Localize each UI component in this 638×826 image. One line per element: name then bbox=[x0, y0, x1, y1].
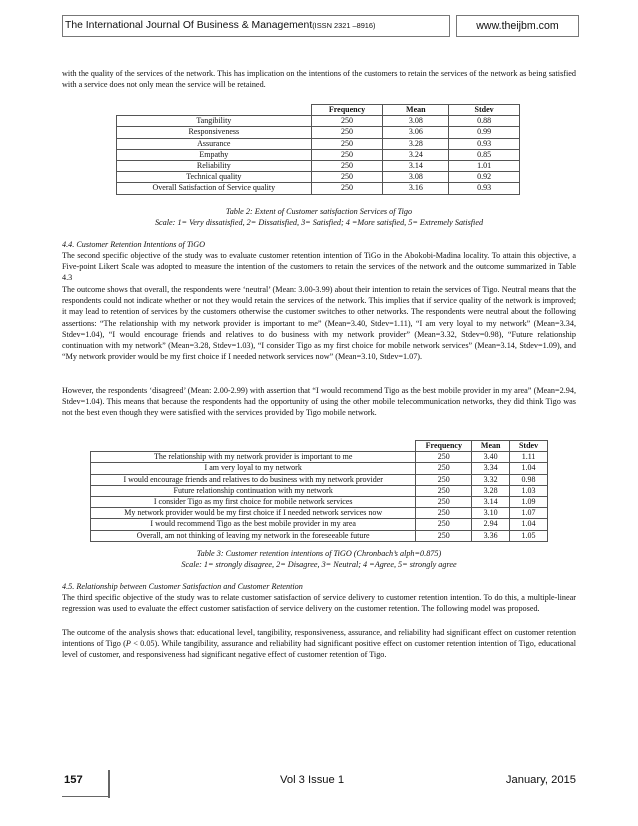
table-header-row bbox=[117, 105, 520, 116]
table-cell: 250 bbox=[311, 160, 383, 171]
table-cell: Future relationship continuation with my network bbox=[91, 485, 416, 496]
journal-title: The International Journal Of Business & Management bbox=[65, 20, 313, 31]
table-row bbox=[91, 496, 548, 507]
table-cell: 3.08 bbox=[383, 116, 449, 127]
table-cell: 3.14 bbox=[383, 160, 449, 171]
journal-website[interactable]: www.theijbm.com bbox=[456, 15, 579, 37]
table-cell: 250 bbox=[416, 508, 472, 519]
table-header-cell: Frequency bbox=[416, 441, 472, 452]
table-cell: 0.93 bbox=[449, 138, 520, 149]
table-cell: 1.01 bbox=[449, 160, 520, 171]
table-row bbox=[91, 530, 548, 541]
footer-underline bbox=[62, 796, 108, 797]
table-cell: My network provider would be my first choice if I needed network services now bbox=[91, 508, 416, 519]
table-cell: Overall Satisfaction of Service quality bbox=[117, 183, 312, 194]
table-cell: 0.93 bbox=[449, 183, 520, 194]
text-run: The outcome of the analysis shows that: educational level, tangibility, responsiveness, assurance, and reliability had significant effect on customer retention intentions of Tigo ( bbox=[62, 628, 576, 649]
section45-paragraph-1: The third specific objective of the study was to relate customer satisfaction of service delivery to customer retention intention. To do this, a multiple-linear regression was used to evaluate the effect customer satisfaction of service delivery on the customer retention. The following model was proposed. bbox=[62, 593, 576, 614]
table3-scale: Scale: 1= strongly disagree, 2= Disagree, 3= Neutral; 4 =Agree, 5= strongly agree bbox=[181, 560, 457, 569]
table3-caption: Table 3: Customer retention intentions of TiGO (Chronbach’s alph=0.875) bbox=[196, 549, 442, 558]
page-number: 157 bbox=[64, 774, 83, 786]
page-footer bbox=[62, 770, 576, 796]
table-cell: 1.09 bbox=[510, 496, 548, 507]
footer-volume: Vol 3 Issue 1 bbox=[280, 774, 345, 786]
table-cell: Tangibility bbox=[117, 116, 312, 127]
table-cell: 0.88 bbox=[449, 116, 520, 127]
text-run: < 0.05). While tangibility, assurance and reliability had significant positive effect on customer retention intention of Tigo, educational level of customer, and responsiveness had significant negative effect of customer retention of Tigo. bbox=[62, 639, 576, 660]
table-row bbox=[117, 172, 520, 183]
section-heading-4-4: 4.4. Customer Retention Intentions of TiGO bbox=[62, 240, 206, 249]
table-header-cell bbox=[117, 105, 312, 116]
section44-paragraph-3: However, the respondents ‘disagreed’ (Mean: 2.00-2.99) with assertion that “I would recommend Tigo as the best mobile provider in my area” (Mean=2.94, Stdev=1.04). This means that because the respondents had the opportunity of using the other mobile telecommunication networks, they did think Tigo was not the best even though they were satisfied with the services provided by Tigo mobile network. bbox=[62, 386, 576, 418]
table-header-cell: Mean bbox=[383, 105, 449, 116]
table-cell: 250 bbox=[416, 496, 472, 507]
table-cell: 250 bbox=[416, 474, 472, 485]
table-cell: 250 bbox=[416, 530, 472, 541]
table-cell: 0.98 bbox=[510, 474, 548, 485]
table-cell: 0.92 bbox=[449, 172, 520, 183]
table-row bbox=[117, 160, 520, 171]
table-cell: Overall, am not thinking of leaving my network in the foreseeable future bbox=[91, 530, 416, 541]
table-row bbox=[117, 116, 520, 127]
table-cell: 3.16 bbox=[383, 183, 449, 194]
journal-issn: (ISSN 2321 –8916) bbox=[312, 21, 376, 30]
table-cell: 250 bbox=[311, 116, 383, 127]
table-cell: Reliability bbox=[117, 160, 312, 171]
text-run-italic: P bbox=[125, 639, 131, 649]
table-cell: 250 bbox=[416, 452, 472, 463]
table-cell: 2.94 bbox=[472, 519, 510, 530]
table-cell: 1.04 bbox=[510, 519, 548, 530]
table-row bbox=[91, 485, 548, 496]
table-cell: 0.85 bbox=[449, 149, 520, 160]
table-row bbox=[91, 452, 548, 463]
table-cell: 1.04 bbox=[510, 463, 548, 474]
table-cell: 250 bbox=[311, 149, 383, 160]
table-header-cell bbox=[91, 441, 416, 452]
table-cell: 1.05 bbox=[510, 530, 548, 541]
footer-divider bbox=[108, 770, 110, 798]
table-row bbox=[91, 463, 548, 474]
table-cell: 3.06 bbox=[383, 127, 449, 138]
table-cell: I would recommend Tigo as the best mobile provider in my area bbox=[91, 519, 416, 530]
table-cell: I would encourage friends and relatives to do business with my network provider bbox=[91, 474, 416, 485]
table-cell: 250 bbox=[416, 463, 472, 474]
table2-scale: Scale: 1= Very dissatisfied, 2= Dissatisfied, 3= Satisfied; 4 =More satisfied, 5= Extremely Satisfied bbox=[154, 218, 484, 227]
table-row bbox=[91, 519, 548, 530]
table-cell: 1.07 bbox=[510, 508, 548, 519]
table-row bbox=[117, 183, 520, 194]
table-row bbox=[91, 474, 548, 485]
table-header-row bbox=[91, 441, 548, 452]
table-cell: Assurance bbox=[117, 138, 312, 149]
table-cell: 250 bbox=[416, 519, 472, 530]
table-cell: I consider Tigo as my first choice for mobile network services bbox=[91, 496, 416, 507]
table-cell: The relationship with my network provider is important to me bbox=[91, 452, 416, 463]
intro-paragraph: with the quality of the services of the network. This has implication on the intentions of the customers to retain the services of the network as being satisfied with a service does not only mean the service will be retained. bbox=[62, 69, 576, 90]
table-cell: 250 bbox=[311, 127, 383, 138]
table-cell: 3.10 bbox=[472, 508, 510, 519]
table-cell: 3.14 bbox=[472, 496, 510, 507]
table-cell: 250 bbox=[416, 485, 472, 496]
table-row bbox=[117, 138, 520, 149]
footer-date: January, 2015 bbox=[505, 774, 576, 786]
journal-header bbox=[62, 15, 450, 37]
table-header-cell: Frequency bbox=[311, 105, 383, 116]
table-cell: 3.28 bbox=[383, 138, 449, 149]
table-cell: Responsiveness bbox=[117, 127, 312, 138]
table-cell: 0.99 bbox=[449, 127, 520, 138]
table2-caption: Table 2: Extent of Customer satisfaction Services of Tigo bbox=[225, 207, 413, 216]
table-row bbox=[117, 149, 520, 160]
table-cell: 3.40 bbox=[472, 452, 510, 463]
table-cell: 1.11 bbox=[510, 452, 548, 463]
table-cell: Technical quality bbox=[117, 172, 312, 183]
table-cell: 3.32 bbox=[472, 474, 510, 485]
table-header-cell: Mean bbox=[472, 441, 510, 452]
table-row bbox=[91, 508, 548, 519]
table-cell: 3.28 bbox=[472, 485, 510, 496]
table-header-cell: Stdev bbox=[510, 441, 548, 452]
table-cell: 1.03 bbox=[510, 485, 548, 496]
table-row bbox=[117, 127, 520, 138]
table-cell: 3.24 bbox=[383, 149, 449, 160]
section44-paragraph-1: The second specific objective of the study was to evaluate customer retention intention of TiGo in the Abokobi-Madina locality. To attain this objective, a Five-point Likert Scale was adopted to measure the intention of the customers to retain the services of the network and the outcome summarized in Table 4.3 bbox=[62, 251, 576, 283]
table-cell: 3.36 bbox=[472, 530, 510, 541]
table-header-cell: Stdev bbox=[449, 105, 520, 116]
section44-paragraph-2: The outcome shows that overall, the respondents were ‘neutral’ (Mean: 3.00-3.99) about their intention to retain the services of Tigo. Neutral means that the respondents could not indicate whether or not they would retain the services of the network. This implies that if service quality of the network is improved; it may lead to retention of services by the customers otherwise the customer switches to other networks. The respondents were neutral about the following assertions: “The relationship with my network provider is important to me” (Mean=3.40, Stdev=1.11), “I am very loyal to my network” (Mean=3.34, Stdev=1.04), “I would encourage friends and relatives to do business with my network provider” (Mean=3.32, Stdev=0.98), “Future relationship continuation with my network” (Mean=3.28, Stdev=1.03), “I consider Tigo as my first choice for mobile network services” (Mean=3.14, Stdev=1.09), and “My network provider would be my first choice if I needed network services now” (Mean=3.10, Stdev=1.07). bbox=[62, 285, 576, 362]
table-customer-satisfaction bbox=[116, 104, 520, 195]
table-customer-retention bbox=[90, 440, 548, 542]
table-cell: I am very loyal to my network bbox=[91, 463, 416, 474]
table-cell: 250 bbox=[311, 183, 383, 194]
table-cell: 250 bbox=[311, 172, 383, 183]
table-cell: Empathy bbox=[117, 149, 312, 160]
section-heading-4-5: 4.5. Relationship between Customer Satisfaction and Customer Retention bbox=[62, 582, 303, 591]
table-cell: 250 bbox=[311, 138, 383, 149]
table-cell: 3.08 bbox=[383, 172, 449, 183]
table-cell: 3.34 bbox=[472, 463, 510, 474]
section45-paragraph-2 bbox=[62, 627, 576, 661]
